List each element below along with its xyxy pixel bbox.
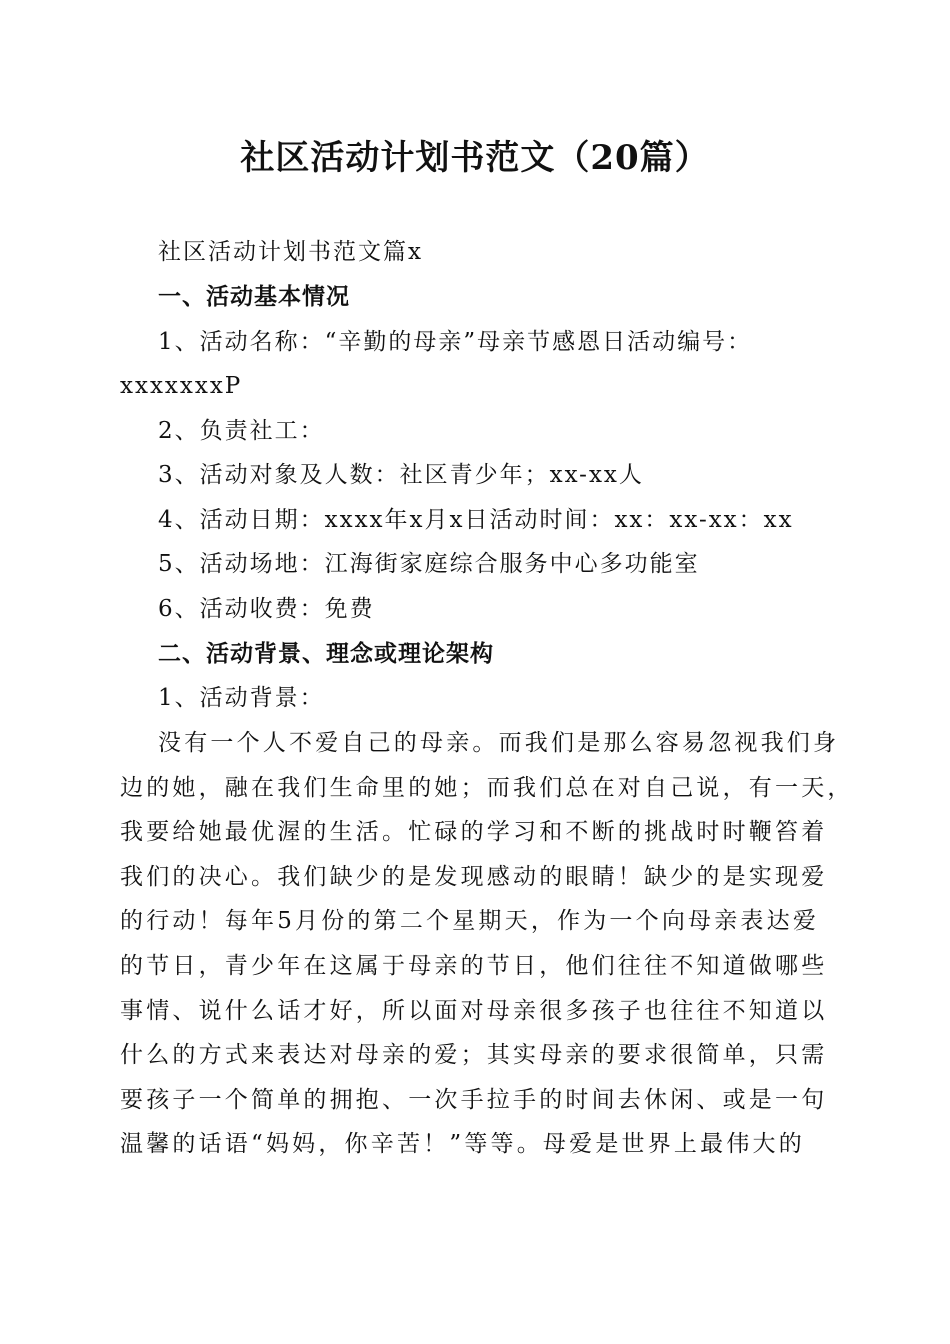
section-heading-background: 二、活动背景、理念或理论架构 [158, 641, 494, 667]
item-social-worker: 2、负责社工： [158, 418, 325, 444]
paragraph-line: 的行动！每年5月份的第二个星期天，作为一个向母亲表达爱 [120, 908, 820, 934]
item-activity-date: 4、活动日期：xxxx年x月x日活动时间：xx：xx-xx：xx [158, 507, 794, 533]
document-subtitle: 社区活动计划书范文篇x [158, 239, 423, 265]
item-activity-fee: 6、活动收费：免费 [158, 596, 375, 622]
paragraph-line: 边的她，融在我们生命里的她；而我们总在对自己说，有一天， [120, 775, 854, 801]
document-title: 社区活动计划书范文（20篇） [240, 138, 710, 178]
paragraph-line: 没有一个人不爱自己的母亲。而我们是那么容易忽视我们身 [158, 730, 840, 756]
paragraph-line: 要孩子一个简单的拥抱、一次手拉手的时间去休闲、或是一句 [120, 1087, 828, 1113]
section-heading-basic-info: 一、活动基本情况 [158, 284, 350, 310]
paragraph-line: 温馨的话语“妈妈，你辛苦！”等等。母爱是世界上最伟大的 [120, 1131, 805, 1157]
paragraph-line: 什么的方式来表达对母亲的爱；其实母亲的要求很简单，只需 [120, 1042, 828, 1068]
background-label: 1、活动背景： [158, 685, 325, 711]
item-activity-name: 1、活动名称：“辛勤的母亲”母亲节感恩日活动编号： [158, 329, 753, 355]
item-activity-code: xxxxxxxP [120, 373, 243, 399]
paragraph-line: 我要给她最优渥的生活。忙碌的学习和不断的挑战时时鞭笞着 [120, 819, 828, 845]
paragraph-line: 事情、说什么话才好，所以面对母亲很多孩子也往往不知道以 [120, 998, 828, 1024]
item-activity-venue: 5、活动场地：江海街家庭综合服务中心多功能室 [158, 551, 700, 577]
paragraph-line: 的节日，青少年在这属于母亲的节日，他们往往不知道做哪些 [120, 953, 828, 979]
paragraph-line: 我们的决心。我们缺少的是发现感动的眼睛！缺少的是实现爱 [120, 864, 828, 890]
item-participants: 3、活动对象及人数：社区青少年；xx-xx人 [158, 462, 644, 488]
